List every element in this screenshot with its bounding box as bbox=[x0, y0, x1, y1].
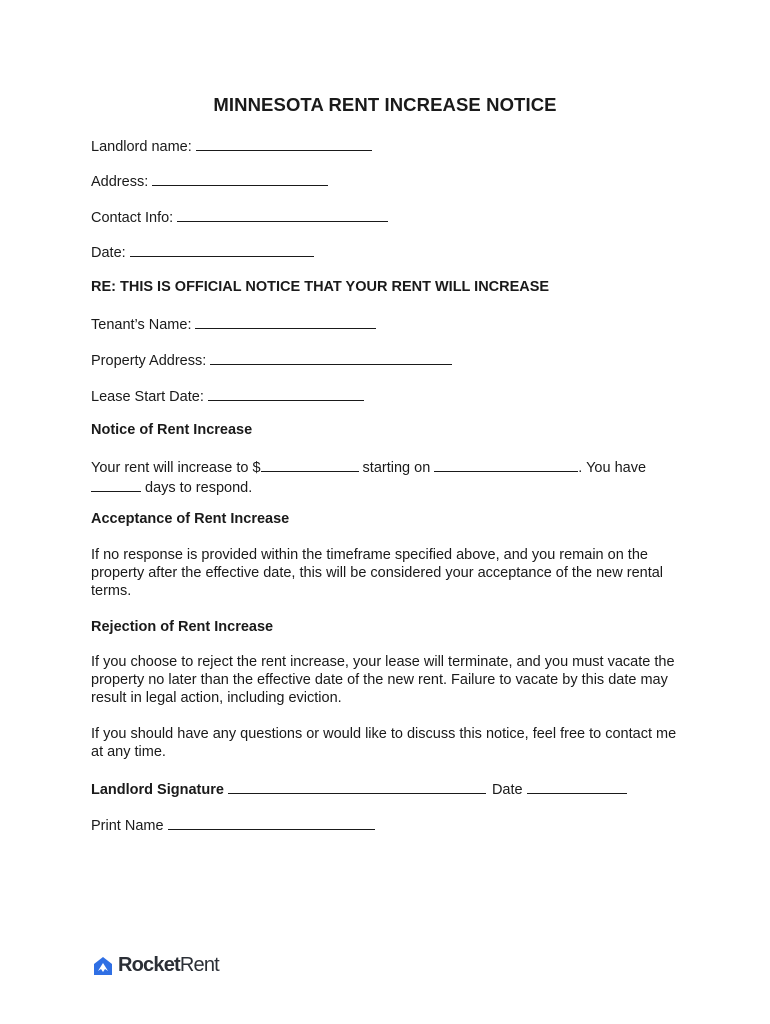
landlord-name-label: Landlord name: bbox=[91, 139, 192, 155]
property-address-label: Property Address: bbox=[91, 353, 207, 369]
document-title: MINNESOTA RENT INCREASE NOTICE bbox=[213, 94, 557, 115]
tenant-name-blank[interactable] bbox=[195, 314, 376, 329]
notice-text-4: days to respond. bbox=[141, 480, 253, 496]
days-blank[interactable] bbox=[91, 477, 141, 492]
tenant-name-field bbox=[91, 314, 376, 334]
lease-start-date-blank[interactable] bbox=[208, 386, 364, 401]
date-blank[interactable] bbox=[130, 242, 314, 257]
signature-line bbox=[91, 779, 627, 799]
notice-text-3: . You have bbox=[578, 460, 647, 476]
acceptance-paragraph: If no response is provided within the timeframe specified above, and you remain on the property after the effective date, this will be considered your acceptance of the new rental terms. bbox=[91, 547, 664, 599]
rocketrent-logo bbox=[92, 954, 219, 977]
questions-paragraph: If you should have any questions or would like to discuss this notice, feel free to contact me at any time. bbox=[91, 726, 677, 760]
re-line: RE: THIS IS OFFICIAL NOTICE THAT YOUR RENT WILL INCREASE bbox=[91, 279, 550, 295]
contact-info-field bbox=[91, 207, 388, 227]
contact-info-blank[interactable] bbox=[177, 207, 388, 222]
landlord-signature-blank[interactable] bbox=[228, 779, 486, 794]
logo-text-bold: Rocket bbox=[118, 954, 180, 976]
start-date-blank[interactable] bbox=[434, 457, 578, 472]
print-name-label: Print Name bbox=[91, 818, 164, 834]
notice-text-1: Your rent will increase to $ bbox=[91, 460, 261, 476]
landlord-signature-label: Landlord Signature bbox=[91, 782, 224, 798]
logo-text-regular: Rent bbox=[179, 954, 219, 976]
rejection-heading: Rejection of Rent Increase bbox=[91, 619, 274, 635]
logo-text bbox=[118, 954, 219, 977]
address-blank[interactable] bbox=[152, 171, 328, 186]
signature-date-blank[interactable] bbox=[527, 779, 627, 794]
property-address-blank[interactable] bbox=[210, 350, 452, 365]
lease-start-date-label: Lease Start Date: bbox=[91, 389, 204, 405]
signature-date-label: Date bbox=[491, 782, 523, 798]
property-address-field bbox=[91, 350, 452, 370]
date-label: Date: bbox=[91, 245, 126, 261]
date-field bbox=[91, 242, 314, 262]
lease-start-date-field bbox=[91, 386, 364, 406]
acceptance-heading: Acceptance of Rent Increase bbox=[91, 511, 290, 527]
landlord-name-blank[interactable] bbox=[196, 136, 372, 151]
tenant-name-label: Tenant’s Name: bbox=[91, 317, 192, 333]
print-name-blank[interactable] bbox=[168, 815, 375, 830]
rejection-paragraph: If you choose to reject the rent increase, your lease will terminate, and you must vacate the property no later than the effective date of the new rent. Failure to vacate by this date may result in legal action, including eviction. bbox=[91, 654, 675, 706]
address-field bbox=[91, 171, 328, 191]
notice-text-2: starting on bbox=[358, 460, 435, 476]
notice-paragraph bbox=[91, 457, 691, 497]
landlord-name-field bbox=[91, 136, 372, 156]
contact-info-label: Contact Info: bbox=[91, 210, 174, 226]
rent-amount-blank[interactable] bbox=[261, 457, 359, 472]
address-label: Address: bbox=[91, 174, 149, 190]
print-name-field bbox=[91, 815, 375, 835]
rocket-house-icon bbox=[92, 955, 114, 977]
notice-heading: Notice of Rent Increase bbox=[91, 422, 253, 438]
